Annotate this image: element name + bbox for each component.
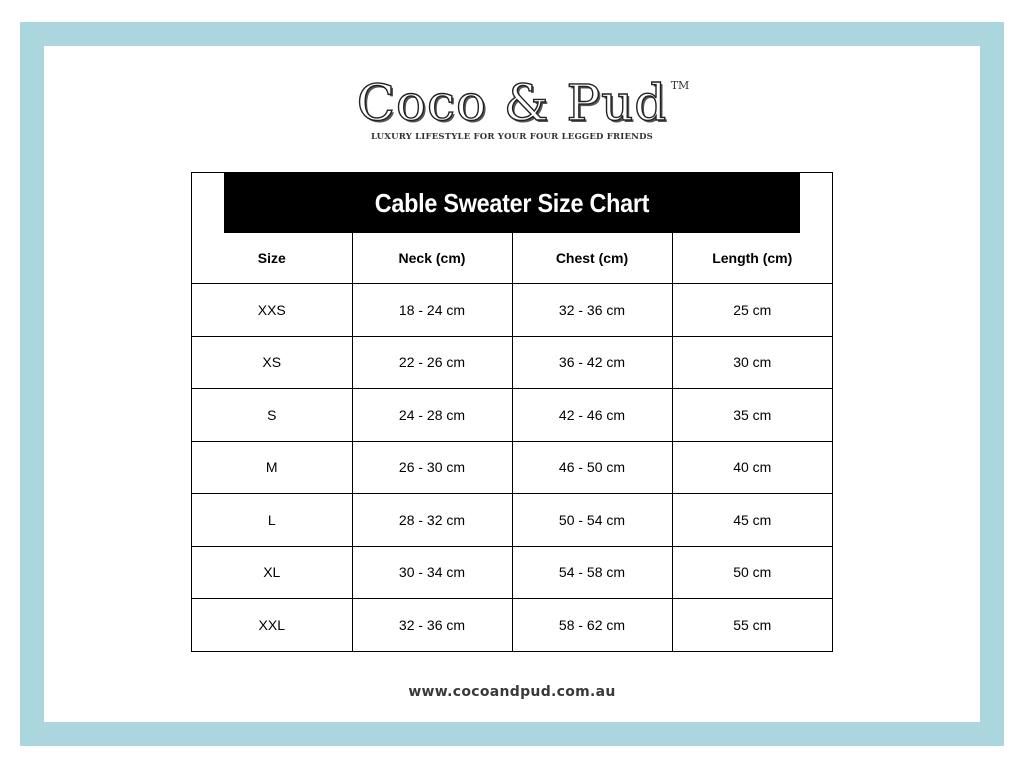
size-table [192, 233, 832, 651]
logo-tagline: LUXURY LIFESTYLE FOR YOUR FOUR LEGGED FRIENDS [370, 132, 654, 142]
table-row [192, 336, 832, 389]
chest-cell: 50 - 54 cm [512, 494, 672, 547]
chest-cell: 36 - 42 cm [512, 336, 672, 389]
column-header-size: Size [192, 233, 352, 284]
neck-cell: 32 - 36 cm [352, 599, 512, 651]
neck-cell: 28 - 32 cm [352, 494, 512, 547]
size-chart-page [44, 46, 980, 722]
chest-cell: 58 - 62 cm [512, 599, 672, 651]
chest-cell: 32 - 36 cm [512, 284, 672, 337]
neck-cell: 22 - 26 cm [352, 336, 512, 389]
length-cell: 45 cm [672, 494, 832, 547]
trademark-mark: TM [670, 79, 690, 92]
chest-cell: 42 - 46 cm [512, 389, 672, 442]
table-row [192, 546, 832, 599]
length-cell: 25 cm [672, 284, 832, 337]
table-row [192, 441, 832, 494]
logo-name: Coco & Pud [356, 74, 668, 132]
table-header-row [192, 233, 832, 284]
column-header-chest: Chest (cm) [512, 233, 672, 284]
logo-wordmark [356, 74, 690, 132]
chest-cell: 54 - 58 cm [512, 546, 672, 599]
size-chart-title: Cable Sweater Size Chart [224, 173, 800, 233]
length-cell: 50 cm [672, 546, 832, 599]
size-cell: S [192, 389, 352, 442]
size-cell: XXL [192, 599, 352, 651]
neck-cell: 24 - 28 cm [352, 389, 512, 442]
table-row [192, 389, 832, 442]
table-row [192, 284, 832, 337]
column-header-neck: Neck (cm) [352, 233, 512, 284]
neck-cell: 18 - 24 cm [352, 284, 512, 337]
size-cell: XXS [192, 284, 352, 337]
brand-logo [44, 74, 980, 142]
length-cell: 30 cm [672, 336, 832, 389]
length-cell: 35 cm [672, 389, 832, 442]
chest-cell: 46 - 50 cm [512, 441, 672, 494]
table-row [192, 599, 832, 651]
table-row [192, 494, 832, 547]
length-cell: 40 cm [672, 441, 832, 494]
neck-cell: 26 - 30 cm [352, 441, 512, 494]
website-url: www.cocoandpud.com.au [408, 684, 616, 700]
size-cell: XS [192, 336, 352, 389]
size-cell: M [192, 441, 352, 494]
column-header-length: Length (cm) [672, 233, 832, 284]
length-cell: 55 cm [672, 599, 832, 651]
size-chart-table [191, 172, 833, 652]
neck-cell: 30 - 34 cm [352, 546, 512, 599]
size-cell: XL [192, 546, 352, 599]
size-cell: L [192, 494, 352, 547]
